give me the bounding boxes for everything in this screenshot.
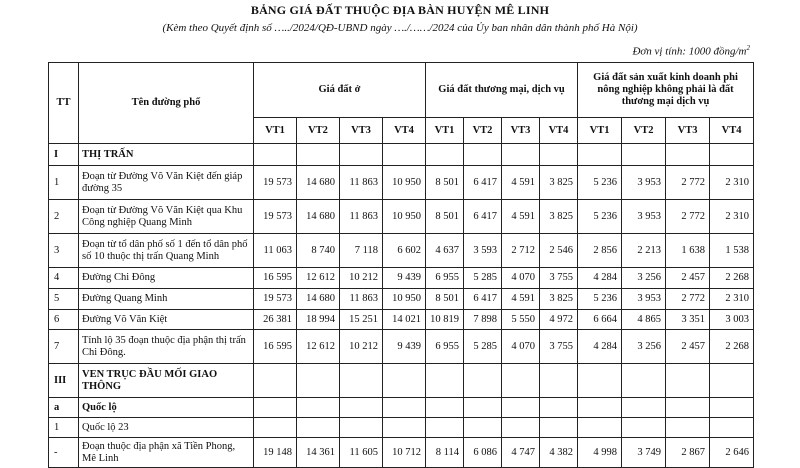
price-cell: 11 863 (340, 166, 383, 200)
row-tt: a (49, 398, 79, 418)
table-row (49, 234, 754, 268)
price-cell: 4 382 (540, 438, 578, 468)
price-cell: 4 637 (426, 234, 464, 268)
price-cell: 10 712 (383, 438, 426, 468)
price-cell: 7 118 (340, 234, 383, 268)
price-cell: 6 086 (464, 438, 502, 468)
price-cell: 2 268 (710, 268, 754, 289)
price-cell (297, 364, 340, 398)
table-row (49, 330, 754, 364)
price-cell: 6 664 (578, 310, 622, 330)
price-cell: 4 070 (502, 268, 540, 289)
price-cell: 11 863 (340, 289, 383, 310)
price-cell (426, 364, 464, 398)
price-cell: 3 825 (540, 289, 578, 310)
price-cell: 2 457 (666, 330, 710, 364)
price-cell (540, 364, 578, 398)
row-street-name: Quốc lộ (79, 398, 254, 418)
price-cell: 3 593 (464, 234, 502, 268)
price-cell: 15 251 (340, 310, 383, 330)
header-vt: VT2 (297, 118, 340, 144)
price-cell (540, 144, 578, 166)
price-cell: 3 003 (710, 310, 754, 330)
price-cell (622, 364, 666, 398)
price-cell (464, 364, 502, 398)
price-cell: 1 538 (710, 234, 754, 268)
price-cell (340, 144, 383, 166)
price-cell: 4 591 (502, 200, 540, 234)
price-cell: 3 825 (540, 200, 578, 234)
row-street-name: Đường Quang Minh (79, 289, 254, 310)
price-cell: 4 998 (578, 438, 622, 468)
table-row (49, 166, 754, 200)
price-cell: 4 865 (622, 310, 666, 330)
price-cell: 7 898 (464, 310, 502, 330)
price-cell: 3 256 (622, 268, 666, 289)
header-vt: VT1 (254, 118, 297, 144)
price-cell (297, 398, 340, 418)
price-cell: 12 612 (297, 268, 340, 289)
header-tt: TT (49, 63, 79, 144)
price-cell: 10 212 (340, 268, 383, 289)
price-cell: 14 680 (297, 166, 340, 200)
price-cell (502, 398, 540, 418)
price-cell: 5 285 (464, 268, 502, 289)
price-cell: 14 680 (297, 200, 340, 234)
row-street-name: Đường Chi Đông (79, 268, 254, 289)
price-cell: 3 256 (622, 330, 666, 364)
price-cell (254, 398, 297, 418)
price-cell: 5 285 (464, 330, 502, 364)
price-cell: 4 591 (502, 289, 540, 310)
price-cell (502, 144, 540, 166)
row-tt: 1 (49, 418, 79, 438)
price-cell (464, 418, 502, 438)
price-cell (622, 418, 666, 438)
price-cell: 14 361 (297, 438, 340, 468)
price-cell (622, 144, 666, 166)
header-row-groups (49, 63, 754, 118)
row-street-name: VEN TRỤC ĐẦU MỐI GIAO THÔNG (79, 364, 254, 398)
price-cell: 2 310 (710, 200, 754, 234)
table-row (49, 200, 754, 234)
price-cell: 10 212 (340, 330, 383, 364)
price-cell: 2 268 (710, 330, 754, 364)
header-vt: VT3 (340, 118, 383, 144)
price-cell: 5 550 (502, 310, 540, 330)
price-cell (666, 144, 710, 166)
row-tt: 3 (49, 234, 79, 268)
price-cell: 14 021 (383, 310, 426, 330)
price-cell (666, 364, 710, 398)
price-cell: 4 747 (502, 438, 540, 468)
price-cell: 2 712 (502, 234, 540, 268)
header-vt: VT2 (464, 118, 502, 144)
row-street-name: Đường Võ Văn Kiệt (79, 310, 254, 330)
price-cell: 2 646 (710, 438, 754, 468)
row-street-name: Đoạn thuộc địa phận xã Tiền Phong, Mê Linh (79, 438, 254, 468)
price-cell: 8 501 (426, 289, 464, 310)
header-vt: VT4 (383, 118, 426, 144)
price-cell: 2 772 (666, 289, 710, 310)
price-cell: 14 680 (297, 289, 340, 310)
price-cell: 4 070 (502, 330, 540, 364)
row-street-name: Tỉnh lộ 35 đoạn thuộc địa phận thị trấn Chi Đông. (79, 330, 254, 364)
header-vt: VT3 (666, 118, 710, 144)
price-cell: 10 950 (383, 166, 426, 200)
price-cell: 6 417 (464, 200, 502, 234)
price-cell (578, 418, 622, 438)
row-street-name: Đoạn từ Đường Võ Văn Kiệt đến giáp đường 35 (79, 166, 254, 200)
row-tt: - (49, 438, 79, 468)
price-cell: 11 063 (254, 234, 297, 268)
price-cell (383, 398, 426, 418)
section-row (49, 364, 754, 398)
price-cell: 2 546 (540, 234, 578, 268)
price-cell (383, 418, 426, 438)
row-tt: I (49, 144, 79, 166)
price-cell (426, 398, 464, 418)
price-cell (464, 398, 502, 418)
row-tt: 5 (49, 289, 79, 310)
row-tt: 4 (49, 268, 79, 289)
price-cell: 5 236 (578, 200, 622, 234)
price-cell (254, 418, 297, 438)
row-tt: III (49, 364, 79, 398)
section-row (49, 398, 754, 418)
table-row (49, 418, 754, 438)
price-cell: 19 573 (254, 166, 297, 200)
price-cell: 3 755 (540, 330, 578, 364)
header-group-commercial: Giá đất thương mại, dịch vụ (426, 63, 578, 118)
price-cell: 2 772 (666, 200, 710, 234)
row-tt: 2 (49, 200, 79, 234)
price-cell (710, 418, 754, 438)
document-title: BẢNG GIÁ ĐẤT THUỘC ĐỊA BÀN HUYỆN MÊ LINH (250, 3, 550, 17)
price-cell (464, 144, 502, 166)
price-cell (666, 398, 710, 418)
price-cell (426, 144, 464, 166)
price-cell (297, 418, 340, 438)
row-street-name: THỊ TRẤN (79, 144, 254, 166)
price-cell (340, 418, 383, 438)
price-cell: 19 573 (254, 289, 297, 310)
price-cell: 9 439 (383, 268, 426, 289)
price-cell: 6 417 (464, 166, 502, 200)
price-cell (502, 364, 540, 398)
price-cell: 6 602 (383, 234, 426, 268)
price-cell (622, 398, 666, 418)
price-cell: 3 351 (666, 310, 710, 330)
price-cell: 10 950 (383, 289, 426, 310)
price-cell: 5 236 (578, 289, 622, 310)
price-cell: 2 856 (578, 234, 622, 268)
price-cell (578, 144, 622, 166)
price-cell (578, 398, 622, 418)
price-cell: 16 595 (254, 330, 297, 364)
price-cell: 4 284 (578, 330, 622, 364)
row-tt: 1 (49, 166, 79, 200)
price-cell: 3 953 (622, 289, 666, 310)
price-cell (710, 364, 754, 398)
price-cell: 5 236 (578, 166, 622, 200)
price-cell (383, 144, 426, 166)
price-cell: 6 955 (426, 268, 464, 289)
price-cell: 3 749 (622, 438, 666, 468)
price-cell: 4 284 (578, 268, 622, 289)
table-row (49, 438, 754, 468)
unit-note (632, 44, 750, 58)
price-cell: 8 501 (426, 200, 464, 234)
header-group-production: Giá đất sản xuất kinh doanh phi nông nghiệp không phải là đất thương mại dịch vụ (578, 63, 754, 118)
price-cell (426, 418, 464, 438)
price-cell: 18 994 (297, 310, 340, 330)
header-vt: VT4 (710, 118, 754, 144)
section-row (49, 144, 754, 166)
price-cell (297, 144, 340, 166)
price-cell: 2 772 (666, 166, 710, 200)
price-cell (540, 398, 578, 418)
price-cell (340, 398, 383, 418)
header-street: Tên đường phố (79, 63, 254, 144)
price-cell (254, 364, 297, 398)
header-vt: VT3 (502, 118, 540, 144)
price-cell: 2 867 (666, 438, 710, 468)
price-cell: 3 953 (622, 200, 666, 234)
price-cell (340, 364, 383, 398)
row-street-name: Đoạn từ tổ dân phố số 1 đến tổ dân phố số 10 thuộc thị trấn Quang Minh (79, 234, 254, 268)
price-cell: 8 114 (426, 438, 464, 468)
price-cell: 6 955 (426, 330, 464, 364)
price-cell: 6 417 (464, 289, 502, 310)
price-cell: 19 573 (254, 200, 297, 234)
price-cell: 10 950 (383, 200, 426, 234)
price-cell (710, 144, 754, 166)
price-cell: 8 740 (297, 234, 340, 268)
price-cell: 8 501 (426, 166, 464, 200)
land-price-table (48, 62, 754, 468)
price-cell (710, 398, 754, 418)
price-cell: 2 457 (666, 268, 710, 289)
price-cell: 19 148 (254, 438, 297, 468)
price-cell (254, 144, 297, 166)
table-row (49, 289, 754, 310)
unit-superscript: 2 (746, 44, 750, 52)
price-cell: 26 381 (254, 310, 297, 330)
row-tt: 6 (49, 310, 79, 330)
price-cell (502, 418, 540, 438)
price-cell: 11 605 (340, 438, 383, 468)
price-cell: 16 595 (254, 268, 297, 289)
price-cell: 9 439 (383, 330, 426, 364)
price-cell: 3 825 (540, 166, 578, 200)
price-cell: 2 213 (622, 234, 666, 268)
price-cell: 3 953 (622, 166, 666, 200)
price-cell: 2 310 (710, 166, 754, 200)
header-vt: VT2 (622, 118, 666, 144)
price-cell: 11 863 (340, 200, 383, 234)
price-cell: 2 310 (710, 289, 754, 310)
price-cell: 4 591 (502, 166, 540, 200)
row-street-name: Quốc lộ 23 (79, 418, 254, 438)
document-subtitle: (Kèm theo Quyết định số …../2024/QĐ-UBND ngày …./……/2024 của Ủy ban nhân dân thành phố Hà Nội) (162, 22, 638, 34)
table-row (49, 268, 754, 289)
header-group-residential: Giá đất ở (254, 63, 426, 118)
row-street-name: Đoạn từ Đường Võ Văn Kiệt qua Khu Công nghiệp Quang Minh (79, 200, 254, 234)
price-cell: 3 755 (540, 268, 578, 289)
price-cell: 10 819 (426, 310, 464, 330)
price-cell (540, 418, 578, 438)
header-vt: VT1 (426, 118, 464, 144)
price-cell (666, 418, 710, 438)
price-cell: 4 972 (540, 310, 578, 330)
row-tt: 7 (49, 330, 79, 364)
header-vt: VT1 (578, 118, 622, 144)
price-cell (383, 364, 426, 398)
price-cell: 12 612 (297, 330, 340, 364)
table-row (49, 310, 754, 330)
table-body (49, 144, 754, 468)
price-cell (578, 364, 622, 398)
unit-text: Đơn vị tính: 1000 đồng/m (632, 45, 747, 58)
price-cell: 1 638 (666, 234, 710, 268)
header-vt: VT4 (540, 118, 578, 144)
